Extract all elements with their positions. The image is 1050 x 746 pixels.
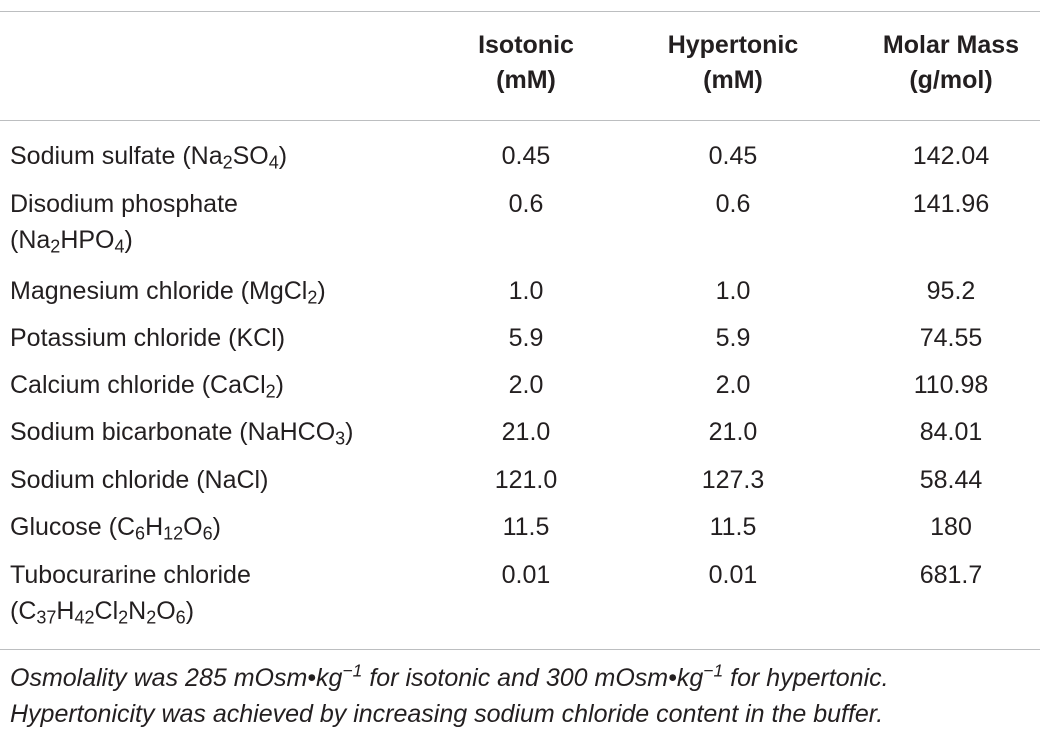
molar-mass-value: 110.98 bbox=[913, 371, 989, 399]
hypertonic-value: 0.45 bbox=[708, 142, 758, 170]
table-top-rule bbox=[0, 11, 1040, 12]
molar-mass-value: 84.01 bbox=[919, 418, 983, 446]
isotonic-value: 5.9 bbox=[508, 324, 544, 352]
molar-mass-value: 74.55 bbox=[919, 324, 983, 352]
compound-name: Magnesium chloride (MgCl$_2$) bbox=[10, 277, 326, 308]
compound-name: Glucose $(C_6H_{12}O_6)$ bbox=[10, 513, 221, 544]
compound-name: Sodium chloride (NaCl) bbox=[10, 466, 269, 494]
hypertonic-value: 5.9 bbox=[715, 324, 751, 352]
hypertonic-value: 0.01 bbox=[708, 561, 758, 589]
isotonic-value: 21.0 bbox=[501, 418, 551, 446]
molar-mass-value: 95.2 bbox=[926, 277, 976, 305]
header-molar-mass-line1: Molar Mass bbox=[882, 31, 1020, 59]
hypertonic-value: 2.0 bbox=[715, 371, 751, 399]
molar-mass-value: 180 bbox=[930, 513, 972, 541]
isotonic-value: 11.5 bbox=[502, 513, 550, 541]
table-bottom-rule bbox=[0, 649, 1040, 650]
molar-mass-value: 142.04 bbox=[912, 142, 990, 170]
isotonic-value: 121.0 bbox=[494, 466, 558, 494]
compound-name: Calcium chloride (CaCl$_2$) bbox=[10, 371, 284, 402]
hypertonic-value: 0.6 bbox=[715, 190, 751, 218]
isotonic-value: 0.45 bbox=[501, 142, 551, 170]
compound-name: Potassium chloride (KCl) bbox=[10, 324, 286, 352]
footnote-line-2: Hypertonicity was achieved by increasing sodium chloride content in the buffer. bbox=[10, 700, 884, 728]
header-molar-mass-line2: (g/mol) bbox=[909, 66, 993, 94]
hypertonic-value: 21.0 bbox=[708, 418, 758, 446]
isotonic-value: 1.0 bbox=[508, 277, 544, 305]
table-footnote bbox=[10, 660, 1045, 732]
isotonic-value: 0.01 bbox=[501, 561, 551, 589]
header-hypertonic-line2: (mM) bbox=[703, 66, 763, 94]
hypertonic-value: 11.5 bbox=[709, 513, 757, 541]
footnote-line-1: Osmolality was 285 $mOsm•kg^{-1}$ for isotonic and 300 $mOsm•kg^{-1}$ for hypertonic. bbox=[10, 660, 889, 692]
header-hypertonic bbox=[638, 28, 828, 98]
header-hypertonic-line1: Hypertonic bbox=[667, 31, 799, 59]
header-molar-mass bbox=[853, 28, 1049, 98]
compound-name: Disodium phosphate $(Na_2HPO_4)$ bbox=[10, 190, 238, 257]
compound-name: Sodium sulfate $(Na_2SO_4)$ bbox=[10, 142, 288, 173]
header-isotonic-line1: Isotonic bbox=[478, 31, 574, 59]
isotonic-value: 2.0 bbox=[508, 371, 544, 399]
molar-mass-value: 681.7 bbox=[919, 561, 983, 589]
hypertonic-value: 1.0 bbox=[715, 277, 751, 305]
header-isotonic bbox=[448, 28, 604, 98]
compound-name: Sodium bicarbonate (NaHCO$_3$) bbox=[10, 418, 354, 449]
isotonic-value: 0.6 bbox=[508, 190, 544, 218]
header-isotonic-line2: (mM) bbox=[496, 66, 556, 94]
hypertonic-value: 127.3 bbox=[701, 466, 765, 494]
compound-name: Tubocurarine chloride $(C_{37}H_{42}Cl_2N_2O_6)$ bbox=[10, 561, 251, 628]
molar-mass-value: 58.44 bbox=[919, 466, 983, 494]
header-divider-rule bbox=[0, 120, 1040, 121]
molar-mass-value: 141.96 bbox=[912, 190, 990, 218]
